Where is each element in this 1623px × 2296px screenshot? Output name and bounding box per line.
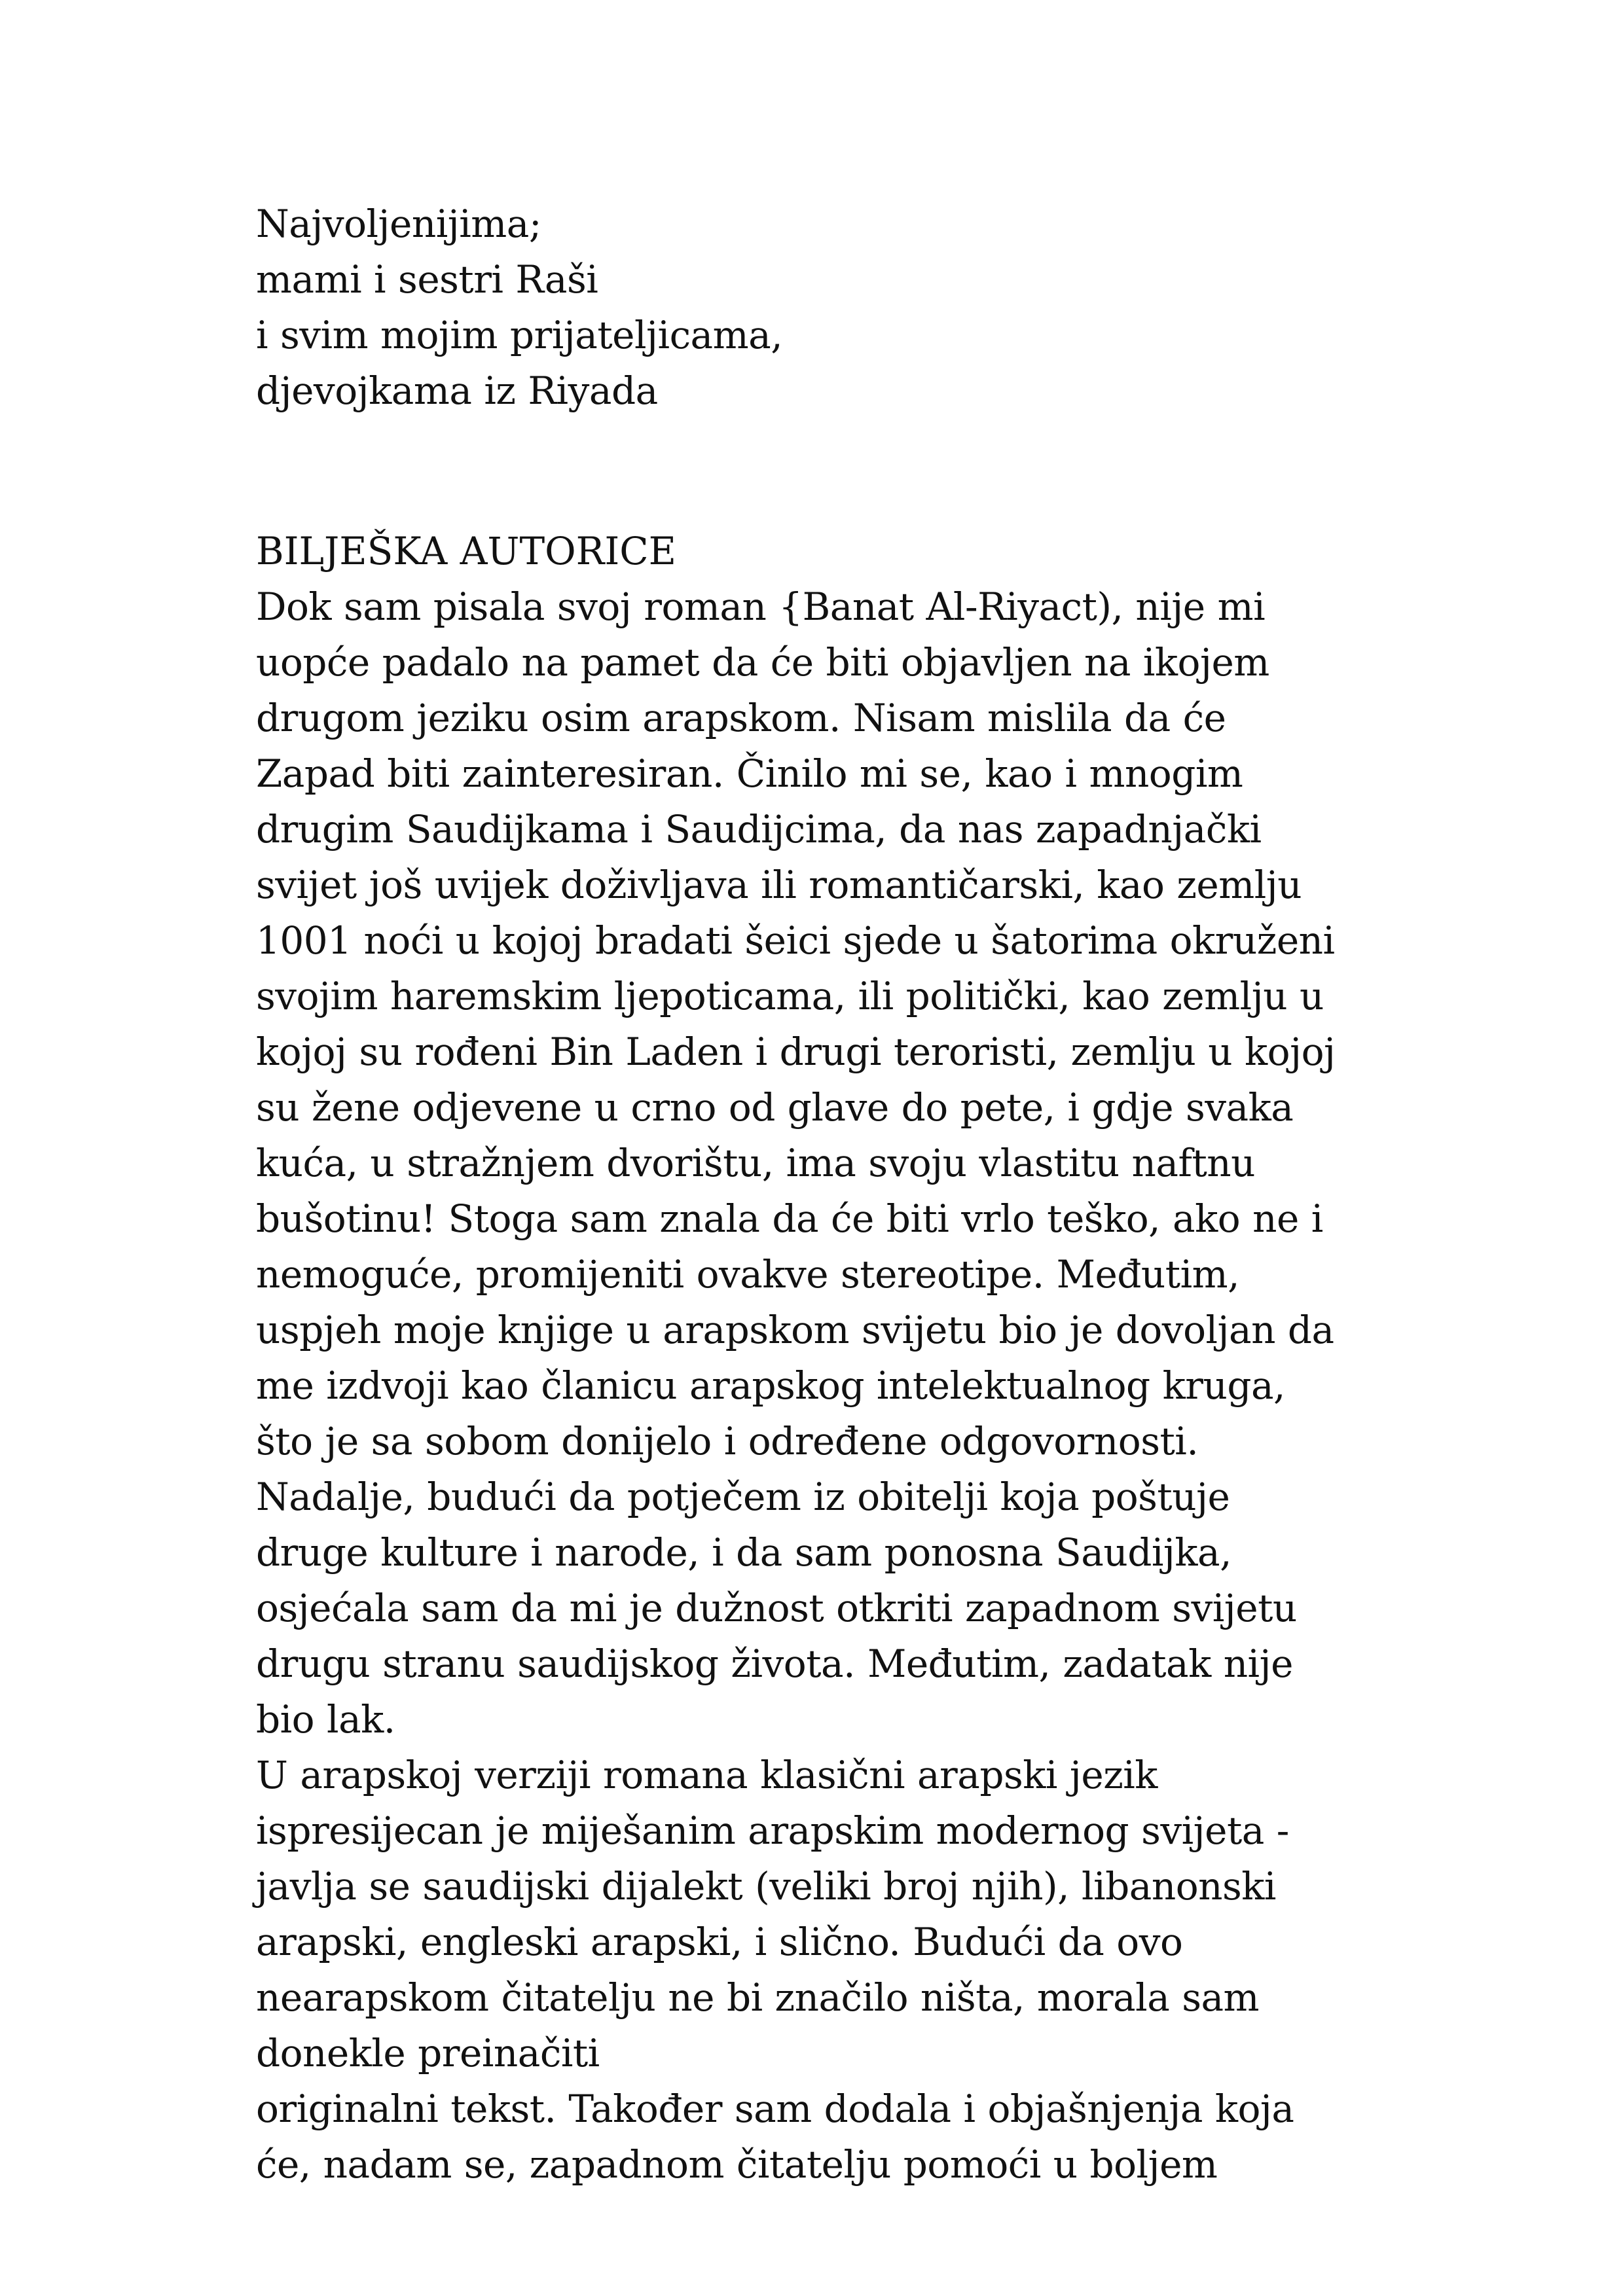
paragraph-line: ispresijecan je miješanim arapskim modernog svijeta -: [256, 1808, 1289, 1853]
paragraph-line: što je sa sobom donijelo i određene odgovornosti.: [256, 1419, 1199, 1463]
dedication-line: mami i sestri Raši: [256, 257, 598, 302]
paragraph-line: arapski, engleski arapski, i slično. Budući da ovo: [256, 1920, 1183, 1964]
dedication-line: Najvoljenijima;: [256, 202, 541, 246]
paragraph-line: nemoguće, promijeniti ovakve stereotipe. Međutim,: [256, 1252, 1240, 1297]
paragraph-line: kojoj su rođeni Bin Laden i drugi teroristi, zemlju u kojoj: [256, 1030, 1336, 1074]
paragraph-line: osjećala sam da mi je dužnost otkriti zapadnom svijetu: [256, 1586, 1297, 1630]
paragraph-line: svojim haremskim ljepoticama, ili politički, kao zemlju u: [256, 974, 1324, 1018]
paragraph-line: svijet još uvijek doživljava ili romantičarski, kao zemlju: [256, 863, 1302, 907]
paragraph-line: 1001 noći u kojoj bradati šeici sjede u šatorima okruženi: [256, 918, 1335, 963]
dedication: [256, 196, 1408, 419]
dedication-line: djevojkama iz Riyada: [256, 368, 658, 413]
paragraph-line: drugu stranu saudijskog života. Međutim, zadatak nije: [256, 1641, 1293, 1686]
paragraph-line: uopće padalo na pamet da će biti objavljen na ikojem: [256, 640, 1269, 685]
paragraph-line: drugom jeziku osim arapskom. Nisam mislila da će: [256, 696, 1226, 740]
paragraph-line: Dok sam pisala svoj roman {Banat Al-Riyact), nije mi: [256, 584, 1266, 629]
paragraph-line: nearapskom čitatelju ne bi značilo ništa, morala sam: [256, 1975, 1260, 2020]
paragraph-line: bio lak.: [256, 1697, 395, 1742]
paragraph-line: Zapad biti zainteresiran. Činilo mi se, kao i mnogim: [256, 751, 1243, 796]
paragraph-line: me izdvoji kao članicu arapskog intelektualnog kruga,: [256, 1363, 1285, 1408]
paragraph-line: U arapskoj verziji romana klasični arapski jezik: [256, 1753, 1158, 1797]
paragraph-line: donekle preinačiti: [256, 2031, 600, 2075]
author-note-heading: BILJEŠKA AUTORICE: [256, 529, 676, 573]
dedication-line: i svim mojim prijateljicama,: [256, 313, 783, 357]
paragraph-line: drugim Saudijkama i Saudijcima, da nas zapadnjački: [256, 807, 1262, 852]
paragraph-line: su žene odjevene u crno od glave do pete, i gdje svaka: [256, 1085, 1294, 1130]
paragraph-line: javlja se saudijski dijalekt (veliki broj njih), libanonski: [256, 1864, 1276, 1909]
paragraph-line: originalni tekst. Također sam dodala i objašnjenja koja: [256, 2087, 1294, 2131]
paragraph-line: Nadalje, budući da potječem iz obitelji koja poštuje: [256, 1475, 1230, 1519]
paragraph-line: će, nadam se, zapadnom čitatelju pomoći u boljem: [256, 2142, 1218, 2187]
author-note: [256, 524, 1408, 2193]
paragraph-line: bušotinu! Stoga sam znala da će biti vrlo teško, ako ne i: [256, 1196, 1323, 1241]
paragraph-line: uspjeh moje knjige u arapskom svijetu bio je dovoljan da: [256, 1308, 1334, 1352]
paragraph-line: druge kulture i narode, i da sam ponosna Saudijka,: [256, 1530, 1232, 1575]
paragraph-line: kuća, u stražnjem dvorištu, ima svoju vlastitu naftnu: [256, 1141, 1255, 1185]
